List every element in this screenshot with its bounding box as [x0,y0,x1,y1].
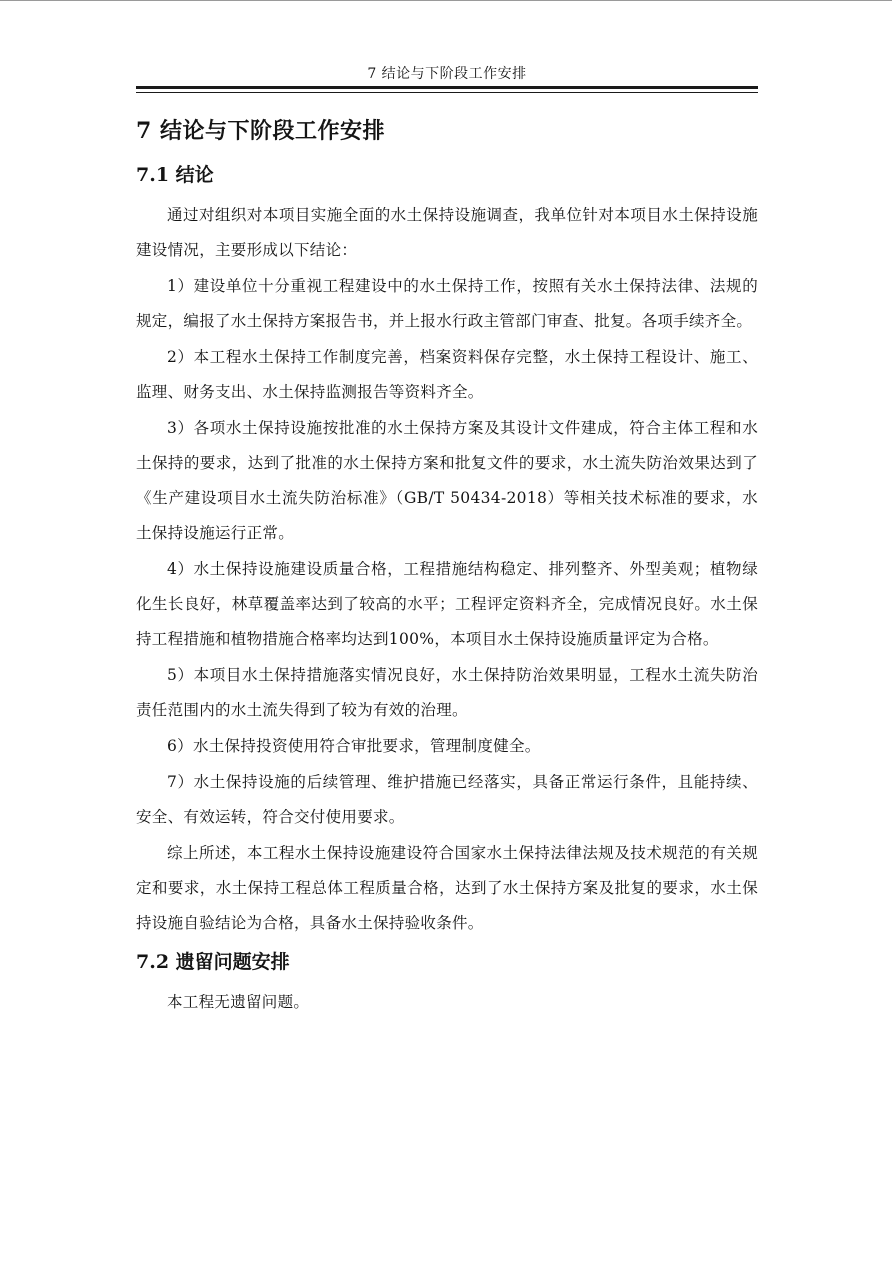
header-double-rule [136,86,758,93]
running-header: 7 结论与下阶段工作安排 [367,66,527,82]
paragraph-summary: 综上所述，本工程水土保持设施建设符合国家水土保持法律法规及技术规范的有关规定和要求，水土保持工程总体工程质量合格，达到了水土保持方案及批复的要求，水土保持设施自验结论为合格，具备水土保持验收条件。 [136,844,758,932]
paragraph-remaining-issues: 本工程无遗留问题。 [167,993,310,1011]
section-title-conclusion: 7.1 结论 [136,164,214,186]
section-title-remaining-issues: 7.2 遗留问题安排 [136,951,290,973]
paragraph-item-4: 4）水土保持设施建设质量合格，工程措施结构稳定、排列整齐、外型美观；植物绿化生长良好，林草覆盖率达到了较高的水平；工程评定资料齐全，完成情况良好。水土保持工程措施和植物措施合格率均达到100%，本项目水土保持设施质量评定为合格。 [136,560,758,648]
chapter-title: 7 结论与下阶段工作安排 [136,118,385,144]
paragraph-intro: 通过对组织对本项目实施全面的水土保持设施调查，我单位针对本项目水土保持设施建设情况，主要形成以下结论： [136,206,758,259]
paragraph-item-2: 2）本工程水土保持工作制度完善，档案资料保存完整，水土保持工程设计、施工、监理、财务支出、水土保持监测报告等资料齐全。 [136,348,758,401]
paragraph-item-5: 5）本项目水土保持措施落实情况良好，水土保持防治效果明显，工程水土流失防治责任范围内的水土流失得到了较为有效的治理。 [136,666,758,719]
paragraph-item-1: 1）建设单位十分重视工程建设中的水土保持工作，按照有关水土保持法律、法规的规定，编报了水土保持方案报告书，并上报水行政主管部门审查、批复。各项手续齐全。 [136,277,758,330]
page-top-border [0,0,892,1]
document-body [136,114,758,1021]
paragraph-item-7: 7）水土保持设施的后续管理、维护措施已经落实，具备正常运行条件，且能持续、安全、有效运转，符合交付使用要求。 [136,773,758,826]
paragraph-item-6: 6）水土保持投资使用符合审批要求，管理制度健全。 [167,737,541,755]
paragraph-item-3: 3）各项水土保持设施按批准的水土保持方案及其设计文件建成，符合主体工程和水土保持的要求，达到了批准的水土保持方案和批复文件的要求，水土流失防治效果达到了《生产建设项目水土流失防治标准》（GB/T 50434-2018）等相关技术标准的要求，水土保持设施运行正常。 [136,419,758,542]
